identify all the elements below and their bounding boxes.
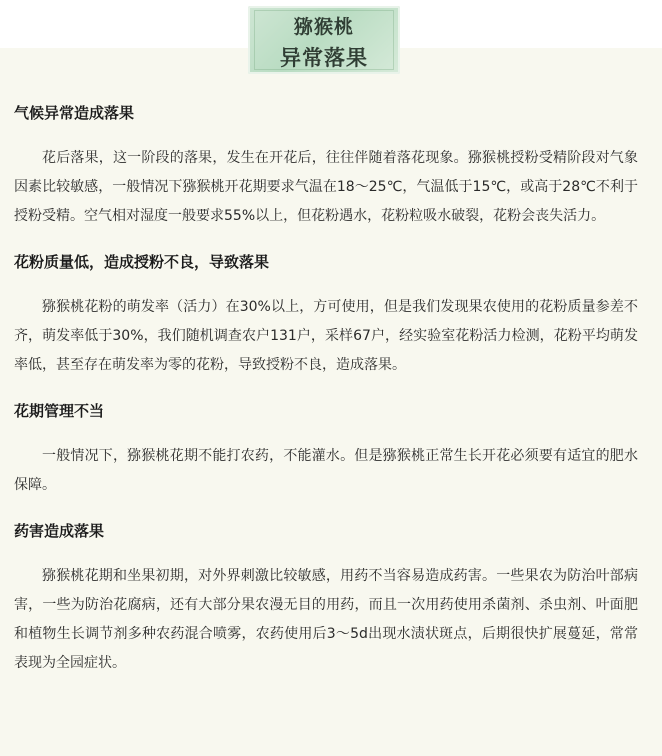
section-heading-climate: 气候异常造成落果 bbox=[14, 104, 135, 122]
section-heading-management: 花期管理不当 bbox=[14, 402, 105, 420]
article-content bbox=[14, 100, 638, 696]
section-heading-pesticide: 药害造成落果 bbox=[14, 522, 105, 540]
section-heading-pollen: 花粉质量低，造成授粉不良，导致落果 bbox=[14, 253, 270, 271]
title-badge bbox=[248, 6, 400, 74]
section-text-climate: 花后落果，这一阶段的落果，发生在开花后，往往伴随着落花现象。猕猴桃授粉受精阶段对气象因素比较敏感，一般情况下猕猴桃开花期要求气温在18～25℃，气温低于15℃，或高于28℃不利于授粉受精。空气相对湿度一般要求55%以上，但花粉遇水，花粉粒吸水破裂，花粉会丧失活力。 bbox=[14, 150, 638, 224]
section-text-pollen: 猕猴桃花粉的萌发率（活力）在30%以上，方可使用，但是我们发现果农使用的花粉质量参差不齐，萌发率低于30%，我们随机调查农户131户，采样67户，经实验室花粉活力检测，花粉平均萌发率低，甚至存在萌发率为零的花粉，导致授粉不良，造成落果。 bbox=[14, 299, 638, 373]
title-line-2: 异常落果 bbox=[280, 46, 368, 70]
section-text-management: 一般情况下，猕猴桃花期不能打农药，不能灌水。但是猕猴桃正常生长开花必须要有适宜的肥水保障。 bbox=[14, 448, 638, 493]
section-text-pesticide: 猕猴桃花期和坐果初期，对外界刺激比较敏感，用药不当容易造成药害。一些果农为防治叶部病害，一些为防治花腐病，还有大部分果农漫无目的用药，而且一次用药使用杀菌剂、杀虫剂、叶面肥和植物生长调节剂多种农药混合喷雾，农药使用后3～5d出现水渍状斑点，后期很快扩展蔓延，常常表现为全园症状。 bbox=[14, 568, 638, 671]
title-line-1: 猕猴桃 bbox=[293, 16, 354, 38]
